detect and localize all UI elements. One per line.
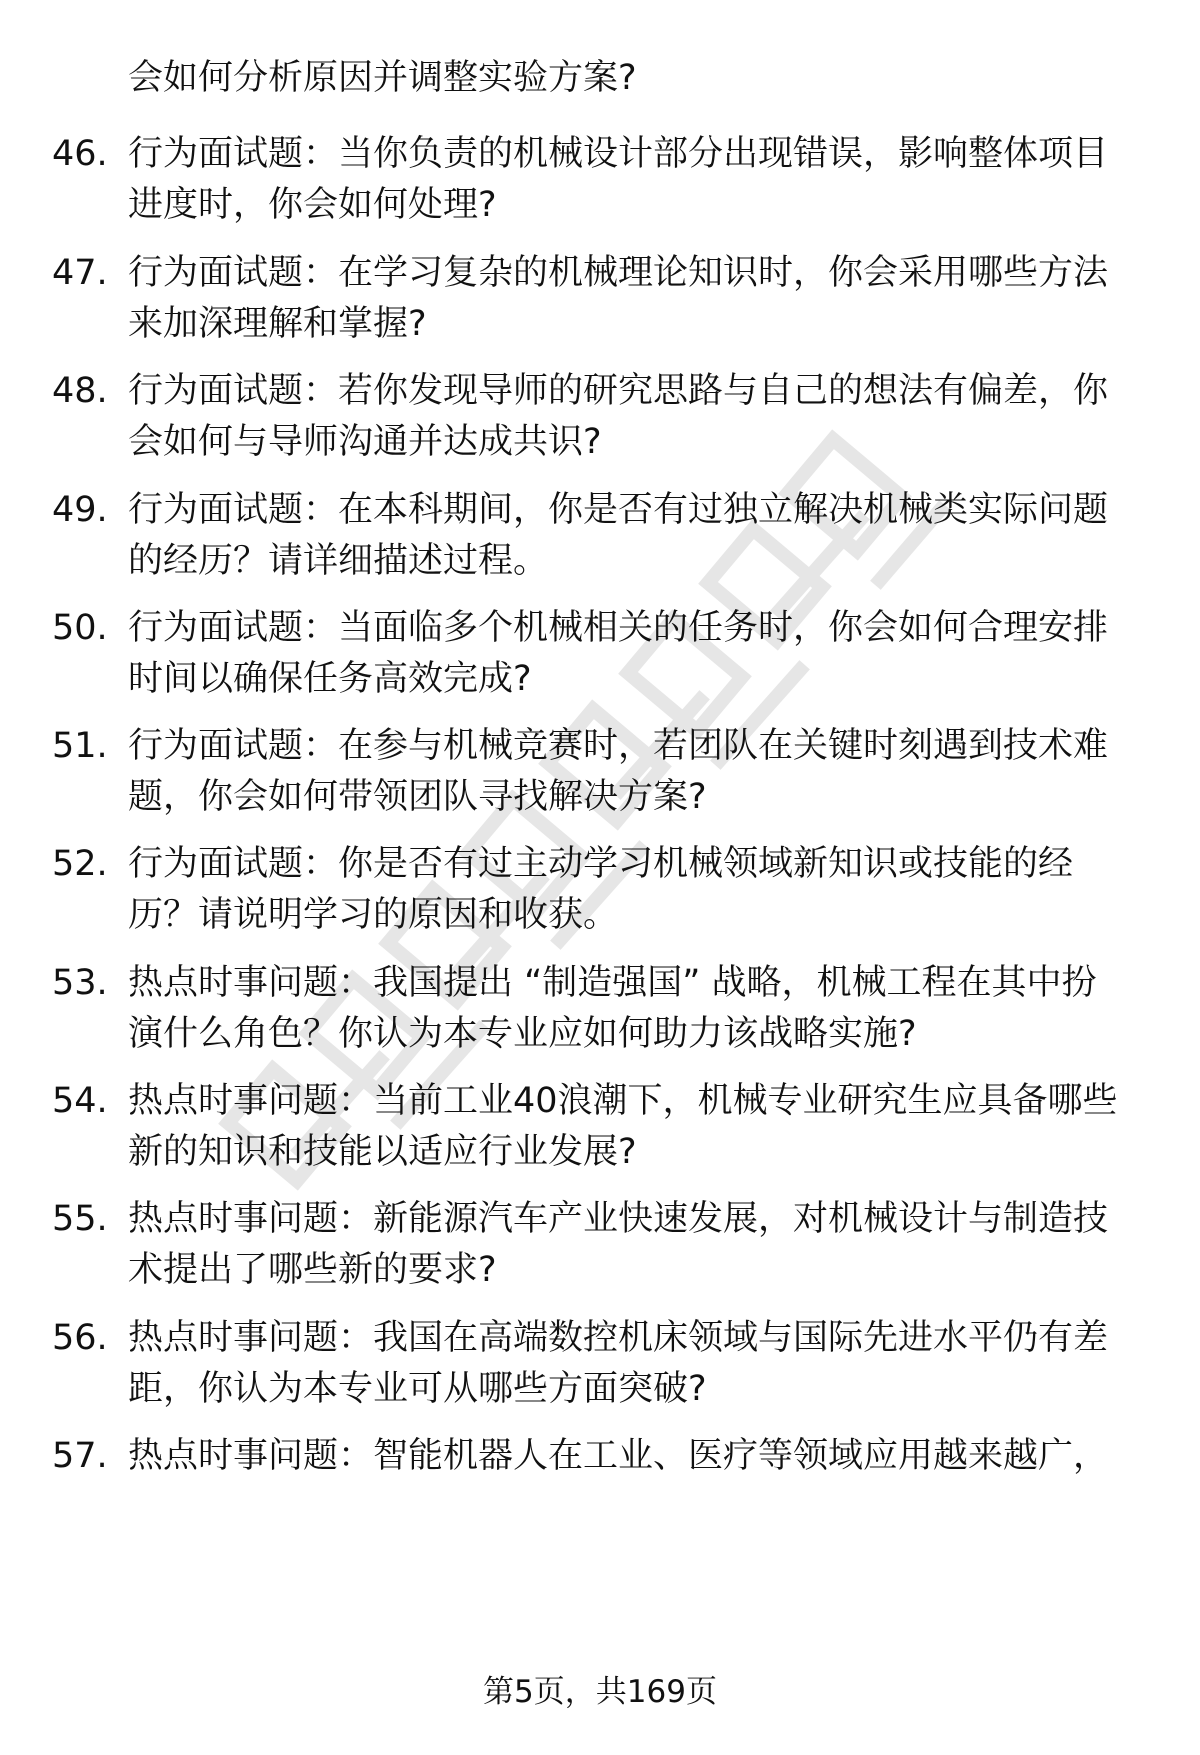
item-number: 55. [52, 1199, 108, 1239]
item-text-line: 行为面试题：在学习复杂的机械理论知识时，你会采用哪些方法 [128, 253, 1109, 293]
item-text-line: 行为面试题：若你发现导师的研究思路与自己的想法有偏差，你 [128, 371, 1109, 411]
item-text-line: 距，你认为本专业可从哪些方面突破? [128, 1369, 707, 1409]
item-number: 57. [52, 1436, 108, 1476]
continued-question-text: 会如何分析原因并调整实验方案? [128, 58, 637, 98]
item-number: 54. [52, 1081, 108, 1121]
item-number: 48. [52, 371, 108, 411]
item-text-line: 热点时事问题：当前工业40浪潮下，机械专业研究生应具备哪些 [128, 1081, 1118, 1121]
item-text-line: 进度时，你会如何处理? [128, 185, 497, 225]
item-text-line: 热点时事问题：我国提出 “制造强国” 战略，机械工程在其中扮 [128, 963, 1097, 1003]
item-text-line: 行为面试题：当你负责的机械设计部分出现错误，影响整体项目 [128, 134, 1109, 174]
item-text-line: 行为面试题：在本科期间，你是否有过独立解决机械类实际问题 [128, 490, 1109, 530]
item-text-line: 演什么角色？你认为本专业应如何助力该战略实施? [128, 1014, 917, 1054]
item-number: 51. [52, 726, 108, 766]
item-text-line: 热点时事问题：智能机器人在工业、医疗等领域应用越来越广， [128, 1436, 1109, 1476]
item-text-line: 会如何与导师沟通并达成共识? [128, 422, 602, 462]
item-number: 56. [52, 1318, 108, 1358]
page-footer: 第5页，共169页 [483, 1674, 717, 1710]
item-text-line: 的经历？请详细描述过程。 [128, 541, 549, 581]
item-text-line: 时间以确保任务高效完成? [128, 659, 532, 699]
item-text-line: 题，你会如何带领团队寻找解决方案? [128, 777, 707, 817]
item-number: 52. [52, 844, 108, 884]
item-text-line: 新的知识和技能以适应行业发展? [128, 1132, 637, 1172]
item-text-line: 行为面试题：当面临多个机械相关的任务时，你会如何合理安排 [128, 608, 1109, 648]
item-number: 53. [52, 963, 108, 1003]
item-text-line: 行为面试题：在参与机械竞赛时，若团队在关键时刻遇到技术难 [128, 726, 1109, 766]
item-number: 50. [52, 608, 108, 648]
item-text-line: 热点时事问题：新能源汽车产业快速发展，对机械设计与制造技 [128, 1199, 1109, 1239]
item-text-line: 行为面试题：你是否有过主动学习机械领域新知识或技能的经 [128, 844, 1074, 884]
item-number: 46. [52, 134, 108, 174]
item-number: 47. [52, 253, 108, 293]
item-text-line: 术提出了哪些新的要求? [128, 1250, 497, 1290]
item-text-line: 来加深理解和掌握? [128, 304, 427, 344]
item-text-line: 历？请说明学习的原因和收获。 [128, 895, 619, 935]
item-text-line: 热点时事问题：我国在高端数控机床领域与国际先进水平仍有差 [128, 1318, 1109, 1358]
item-number: 49. [52, 490, 108, 530]
